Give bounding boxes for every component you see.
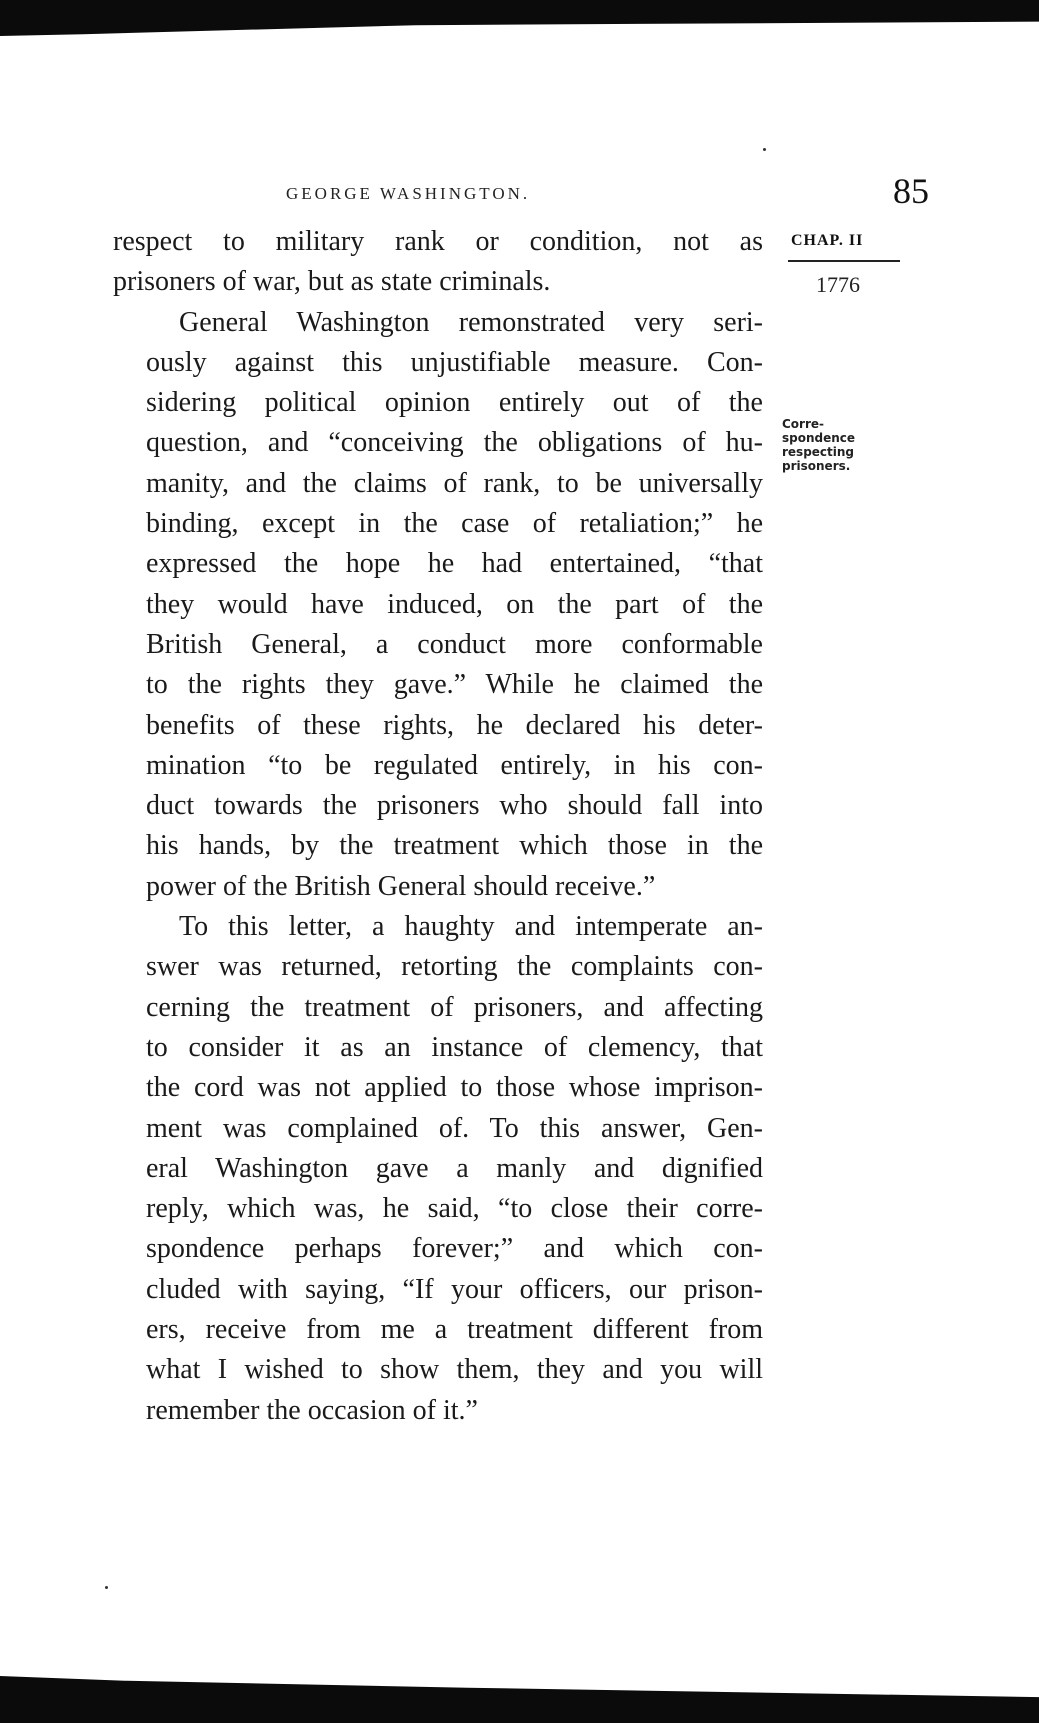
text-line: to the rights they gave.” While he claimed the bbox=[146, 669, 763, 701]
margin-note-line: spondence bbox=[782, 431, 856, 445]
text-line: question, and “conceiving the obligations of hu- bbox=[146, 427, 763, 459]
text-line: ment was complained of. To this answer, Gen- bbox=[146, 1112, 763, 1144]
text-line: his hands, by the treatment which those in the bbox=[146, 830, 763, 862]
text-line: cluded with saying, “If your officers, our prison- bbox=[146, 1273, 763, 1305]
text-line: sidering political opinion entirely out of the bbox=[146, 387, 763, 419]
text-line: prisoners of war, but as state criminals. bbox=[113, 266, 551, 298]
scan-edge-top bbox=[0, 0, 1039, 36]
paragraph-1 bbox=[113, 222, 763, 303]
text-line: British General, a conduct more conformable bbox=[146, 628, 763, 660]
text-line: cerning the treatment of prisoners, and affecting bbox=[146, 991, 763, 1023]
text-line: power of the British General should receive.” bbox=[146, 870, 656, 902]
text-line: swer was returned, retorting the complaints con- bbox=[146, 951, 763, 983]
text-line: what I wished to show them, they and you will bbox=[146, 1354, 763, 1386]
text-line: to consider it as an instance of clemency, that bbox=[146, 1031, 763, 1063]
text-line: reply, which was, he said, “to close their corre- bbox=[146, 1193, 763, 1225]
text-line: duct towards the prisoners who should fall into bbox=[146, 790, 763, 822]
text-line: respect to military rank or condition, not as bbox=[113, 226, 763, 257]
scan-speck bbox=[763, 148, 766, 151]
page-number: 85 bbox=[893, 171, 929, 211]
text-line: ously against this unjustifiable measure. Con- bbox=[146, 346, 763, 378]
running-head: GEORGE WASHINGTON. bbox=[286, 184, 531, 203]
margin-note bbox=[782, 417, 855, 473]
text-line: the cord was not applied to those whose imprison- bbox=[146, 1072, 763, 1104]
text-line: expressed the hope he had entertained, “that bbox=[146, 548, 763, 580]
text-line: remember the occasion of it.” bbox=[146, 1394, 478, 1426]
text-line: manity, and the claims of rank, to be universally bbox=[146, 467, 763, 499]
text-line: binding, except in the case of retaliation;” he bbox=[146, 508, 763, 540]
text-line: mination “to be regulated entirely, in his con- bbox=[146, 749, 763, 781]
text-line: they would have induced, on the part of the bbox=[146, 588, 763, 620]
text-line: eral Washington gave a manly and dignified bbox=[146, 1152, 763, 1184]
paragraph-2 bbox=[113, 303, 763, 907]
paragraph-3 bbox=[113, 907, 763, 1431]
margin-year: 1776 bbox=[816, 272, 860, 297]
margin-chapter: CHAP. II bbox=[791, 232, 864, 249]
margin-note-line: respecting bbox=[782, 445, 855, 459]
scan-speck bbox=[105, 1586, 108, 1589]
margin-rule bbox=[788, 260, 900, 262]
text-line: benefits of these rights, he declared his deter- bbox=[146, 709, 763, 741]
text-line: To this letter, a haughty and intemperate an- bbox=[179, 911, 763, 943]
text-line: ers, receive from me a treatment different from bbox=[146, 1314, 763, 1346]
margin-note-line: prisoners. bbox=[782, 459, 851, 473]
margin-note-line: Corre- bbox=[782, 417, 825, 431]
scan-edge-bottom bbox=[0, 1676, 1039, 1723]
text-line: General Washington remonstrated very seri- bbox=[179, 306, 763, 338]
body-text bbox=[113, 222, 763, 1431]
text-line: spondence perhaps forever;” and which con- bbox=[146, 1233, 763, 1265]
